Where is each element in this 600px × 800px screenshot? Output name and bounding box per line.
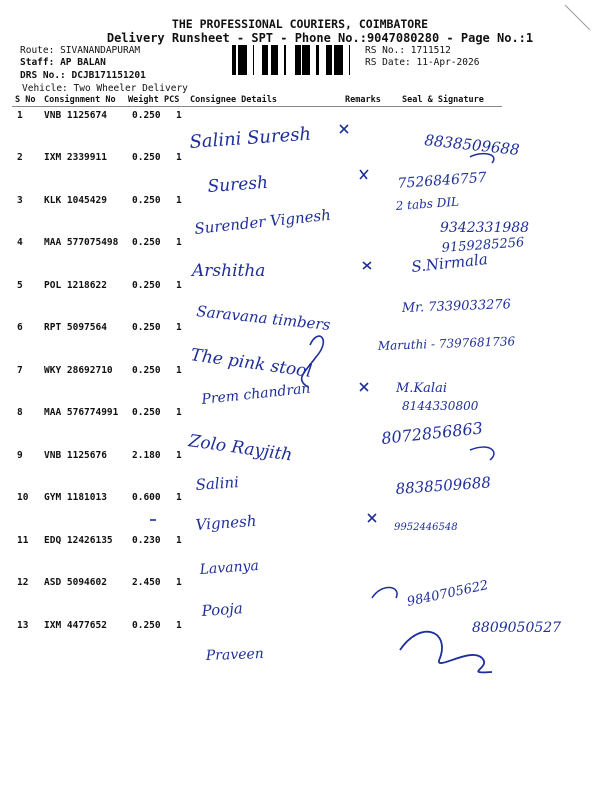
staff-label: Staff:	[20, 57, 55, 68]
col-consignee: Consignee Details	[190, 95, 277, 105]
drs-value: DCJB171151201	[71, 70, 146, 81]
row-weight: 0.250	[132, 110, 161, 121]
row-consignment: VNB 1125674	[44, 110, 107, 121]
handwritten-text: 9840705622	[405, 578, 490, 610]
row-pcs: 1	[176, 280, 182, 291]
col-remarks: Remarks	[345, 95, 381, 105]
route-label: Route:	[20, 45, 55, 56]
row-weight: 0.250	[132, 407, 161, 418]
handwritten-text: Maruthi - 7397681736	[377, 334, 516, 353]
row-sno: 8	[17, 407, 23, 418]
vehicle-value: Two Wheeler Delivery	[73, 83, 188, 94]
row-sno: 1	[17, 110, 23, 121]
row-weight: 0.250	[132, 365, 161, 376]
row-weight: 0.250	[132, 152, 161, 163]
col-consignment: Consignment No	[44, 95, 116, 105]
row-weight: 0.250	[132, 322, 161, 333]
row-sno: 5	[17, 280, 23, 291]
scribble-mark	[368, 514, 376, 522]
scribble-mark	[360, 170, 368, 179]
row-sno: 6	[17, 322, 23, 333]
handwritten-text: 8809050527	[472, 620, 562, 636]
row-pcs: 1	[176, 535, 182, 546]
handwritten-text: 9342331988	[440, 220, 530, 236]
staff-value: AP BALAN	[60, 57, 106, 68]
row-weight: 0.600	[132, 492, 161, 503]
vehicle-label: Vehicle:	[22, 83, 68, 94]
handwritten-text: 8072856863	[380, 418, 484, 448]
scribble-mark	[340, 125, 348, 133]
row-pcs: 1	[176, 152, 182, 163]
col-seal: Seal & Signature	[402, 95, 484, 105]
handwritten-text: M.Kalai	[396, 381, 447, 396]
row-pcs: 1	[176, 407, 182, 418]
row-weight: 0.250	[132, 280, 161, 291]
row-pcs: 1	[176, 450, 182, 461]
handwritten-text: 8144330800	[402, 399, 479, 413]
runsheet-title: Delivery Runsheet - SPT - Phone No.:9047080280 - Page No.:1	[106, 31, 534, 45]
handwritten-text: Salini	[195, 473, 240, 494]
scribble-mark	[360, 383, 368, 391]
handwritten-text: 7526846757	[397, 169, 488, 192]
row-consignment: WKY 28692710	[44, 365, 113, 376]
handwritten-text: Saravana timbers	[195, 302, 332, 335]
handwritten-text: Arshitha	[192, 261, 266, 281]
row-sno: 12	[17, 577, 29, 588]
row-weight: 0.250	[132, 620, 161, 631]
col-sno: S No	[15, 95, 36, 105]
row-pcs: 1	[176, 237, 182, 248]
row-sno: 13	[17, 620, 29, 631]
handwritten-text: Mr. 7339033276	[401, 297, 512, 316]
handwritten-text: 8838509688	[395, 473, 492, 498]
row-consignment: IXM 4477652	[44, 620, 107, 631]
row-weight: 0.230	[132, 535, 161, 546]
handwritten-text: Suresh	[206, 172, 269, 197]
handwritten-text: 9952446548	[394, 522, 458, 533]
row-consignment: POL 1218622	[44, 280, 107, 291]
rs-no-label: RS No.:	[365, 45, 406, 56]
row-sno: 10	[17, 492, 29, 503]
handwritten-text: S.Nirmala	[410, 250, 489, 276]
col-pcs: PCS	[164, 95, 180, 105]
row-sno: 2	[17, 152, 23, 163]
row-pcs: 1	[176, 620, 182, 631]
company-title: THE PROFESSIONAL COURIERS, COIMBATORE	[171, 17, 429, 31]
row-consignment: MAA 576774991	[44, 407, 119, 418]
row-sno: 4	[17, 237, 23, 248]
handwritten-text: Prem chandran	[200, 380, 312, 408]
row-consignment: ASD 5094602	[44, 577, 107, 588]
rs-no-value: 1711512	[410, 45, 451, 56]
handwritten-text: 9159285256	[441, 235, 525, 256]
col-weight: Weight	[128, 95, 159, 105]
signature-scribble	[400, 632, 492, 673]
row-weight: 2.450	[132, 577, 161, 588]
handwritten-text: 8838509688	[423, 131, 521, 159]
row-consignment: IXM 2339911	[44, 152, 107, 163]
row-pcs: 1	[176, 577, 182, 588]
signature-scribble	[372, 587, 397, 598]
row-sno: 3	[17, 195, 23, 206]
handwritten-text: Lavanya	[199, 557, 260, 578]
row-sno: 7	[17, 365, 23, 376]
row-pcs: 1	[176, 110, 182, 121]
drs-label: DRS No.:	[20, 70, 66, 81]
row-pcs: 1	[176, 195, 182, 206]
handwritten-text: Salini Suresh	[188, 123, 312, 153]
handwritten-text: The pink stool	[189, 345, 314, 382]
row-consignment: VNB 1125676	[44, 450, 107, 461]
row-consignment: EDQ 12426135	[44, 535, 113, 546]
row-weight: 0.250	[132, 195, 161, 206]
row-weight: 2.180	[132, 450, 161, 461]
row-consignment: GYM 1181013	[44, 492, 107, 503]
row-consignment: KLK 1045429	[44, 195, 107, 206]
scribble-mark	[363, 262, 371, 269]
row-pcs: 1	[176, 492, 182, 503]
row-pcs: 1	[176, 365, 182, 376]
handwritten-text: Surender Vignesh	[193, 205, 332, 238]
handwritten-text: 2 tabs DIL	[395, 194, 460, 213]
rs-date-label: RS Date:	[365, 57, 411, 68]
row-consignment: RPT 5097564	[44, 322, 107, 333]
row-weight: 0.250	[132, 237, 161, 248]
handwritten-text: Zolo Rayjith	[187, 431, 294, 466]
handwritten-text: Vignesh	[195, 511, 258, 534]
handwritten-text: Praveen	[205, 645, 265, 664]
handwritten-text: Pooja	[201, 599, 244, 620]
route-value: SIVANANDAPURAM	[60, 45, 141, 56]
rs-date-value: 11-Apr-2026	[416, 57, 480, 68]
row-consignment: MAA 577075498	[44, 237, 119, 248]
row-sno: 11	[17, 535, 29, 546]
row-sno: 9	[17, 450, 23, 461]
page-corner-mark	[565, 5, 590, 30]
row-pcs: 1	[176, 322, 182, 333]
